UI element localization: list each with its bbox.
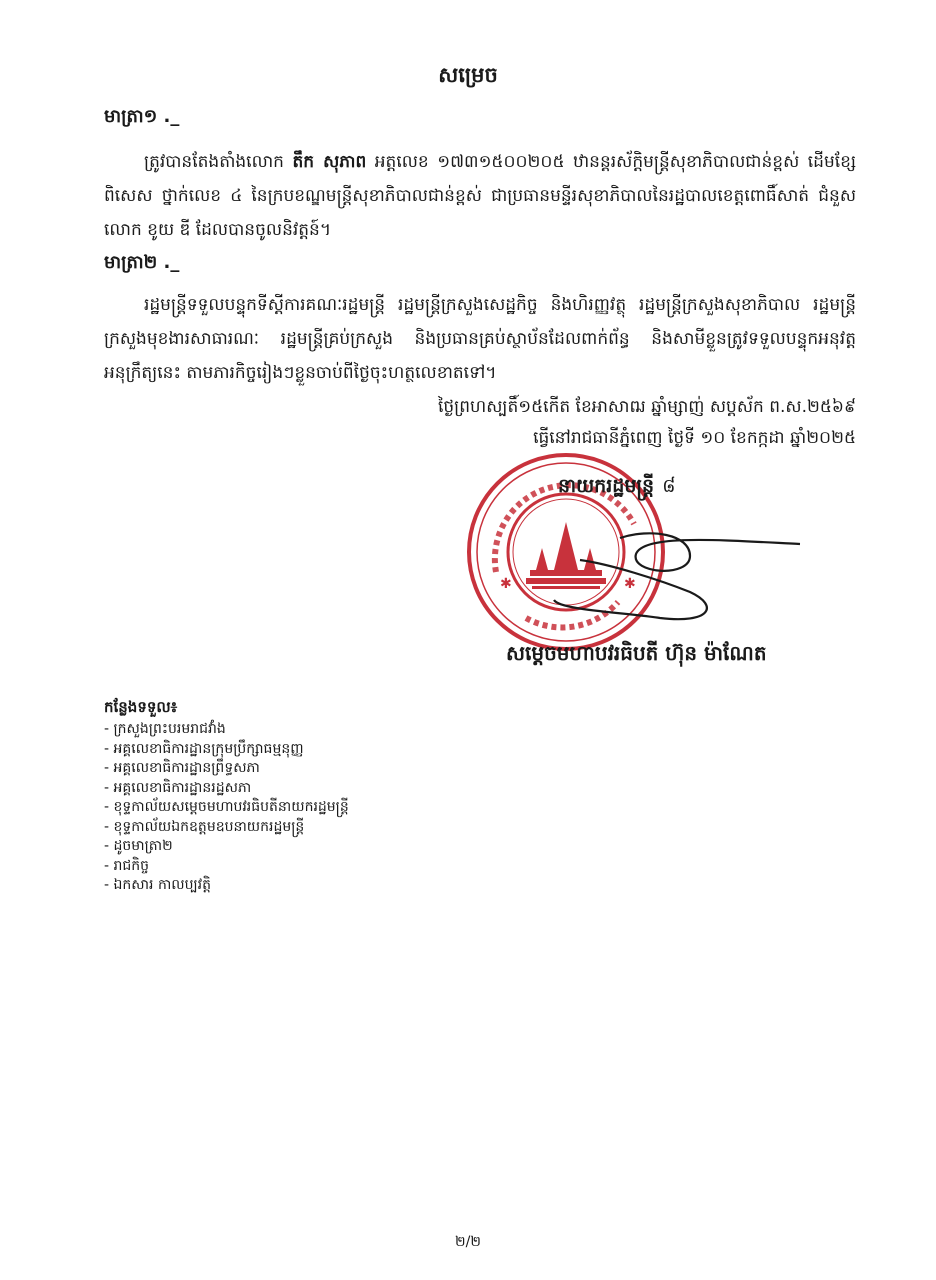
solar-date: ធ្វើនៅរាជធានីភ្នំពេញ ថ្ងៃទី ១០ ខែកក្កដា ឆ្នាំ២០២៥ [533,428,856,448]
svg-text:✱: ✱ [500,576,512,592]
recipients-list [104,720,349,896]
appointee-name: តឹក សុភាព [292,152,367,172]
signer-name: សម្តេចមហាបវរធិបតី ហ៊ុន ម៉ាណែត [506,641,767,665]
page-number: ២/២ [455,1234,481,1250]
list-item: - ដូចមាត្រា២ [104,838,173,854]
list-item: - រាជកិច្ច [104,857,150,874]
list-item: - អគ្គលេខាធិការដ្ឋានរដ្ឋសភា [104,779,252,796]
recipients-title: កន្លែងទទួល៖ [104,698,178,716]
list-item: - ឯកសារ កាលប្បវត្តិ [104,877,211,893]
list-item: - អគ្គលេខាធិការដ្ឋានព្រឹទ្ធសភា [104,760,260,776]
list-item: - ក្រសួងព្រះបរមរាជវាំង [104,721,226,737]
document-heading: សម្រេច [438,63,498,87]
article-2-text: រដ្ឋមន្ត្រីទទួលបន្ទុកទីស្តីការគណៈរដ្ឋមន្ត្រី រដ្ឋមន្ត្រីក្រសួងសេដ្ឋកិច្ច និងហិរញ្ញវត្ថុ រដ្ឋមន្ត្រីក្រសួងសុខាភិបាល រដ្ឋមន្ត្រីក្រសួងមុខងារសាធារណៈ រដ្ឋមន្ត្រីគ្រប់ក្រសួង និងប្រធានគ្រប់ស្ថាប័នដែលពាក់ព័ន្ធ និងសាមីខ្លួនត្រូវទទួលបន្ទុកអនុវត្តអនុក្រឹត្យនេះ តាមភារកិច្ចរៀងៗខ្លួនចាប់ពីថ្ងៃចុះហត្ថលេខាតទៅ។ [104,295,856,383]
signer-title: នាយករដ្ឋមន្ត្រី ៨ [558,475,676,497]
list-item: - ខុទ្ទកាល័យឯកឧត្តមឧបនាយករដ្ឋមន្ត្រី [104,818,305,835]
signature [540,520,810,630]
lunar-date: ថ្ងៃព្រហស្បតិ៍១៥កើត ខែអាសាឍ ឆ្នាំម្សាញ់ សប្តស័ក ព.ស.២៥៦៩ [438,397,856,417]
article-1-label: មាត្រា១ ._ [104,106,180,127]
list-item: - អគ្គលេខាធិការដ្ឋានក្រុមប្រឹក្សាធម្មនុញ្ញ [104,740,304,757]
list-item: - ខុទ្ទកាល័យសម្តេចមហាបវរធិបតីនាយករដ្ឋមន្ត្រី [104,799,349,815]
svg-text:✱: ✱ [624,576,636,592]
article-1-text: ត្រូវបានតែងតាំងលោក តឹក សុភាព អត្តលេខ ១៧៣១៥០០២០៥ ឋានន្តរស័ក្តិមន្ត្រីសុខាភិបាលជាន់ខ្ពស់ ដើមខ្សែពិសេស ថ្នាក់លេខ ៤ នៃក្របខណ្ឌមន្ត្រីសុខាភិបាលជាន់ខ្ពស់ ជាប្រធានមន្ទីរសុខាភិបាលនៃរដ្ឋបាលខេត្តពោធិ៍សាត់ ជំនួសលោក ខូយ ឌី ដែលបានចូលនិវត្តន៍។ [104,152,857,240]
article-2-label: មាត្រា២ ._ [104,252,180,273]
